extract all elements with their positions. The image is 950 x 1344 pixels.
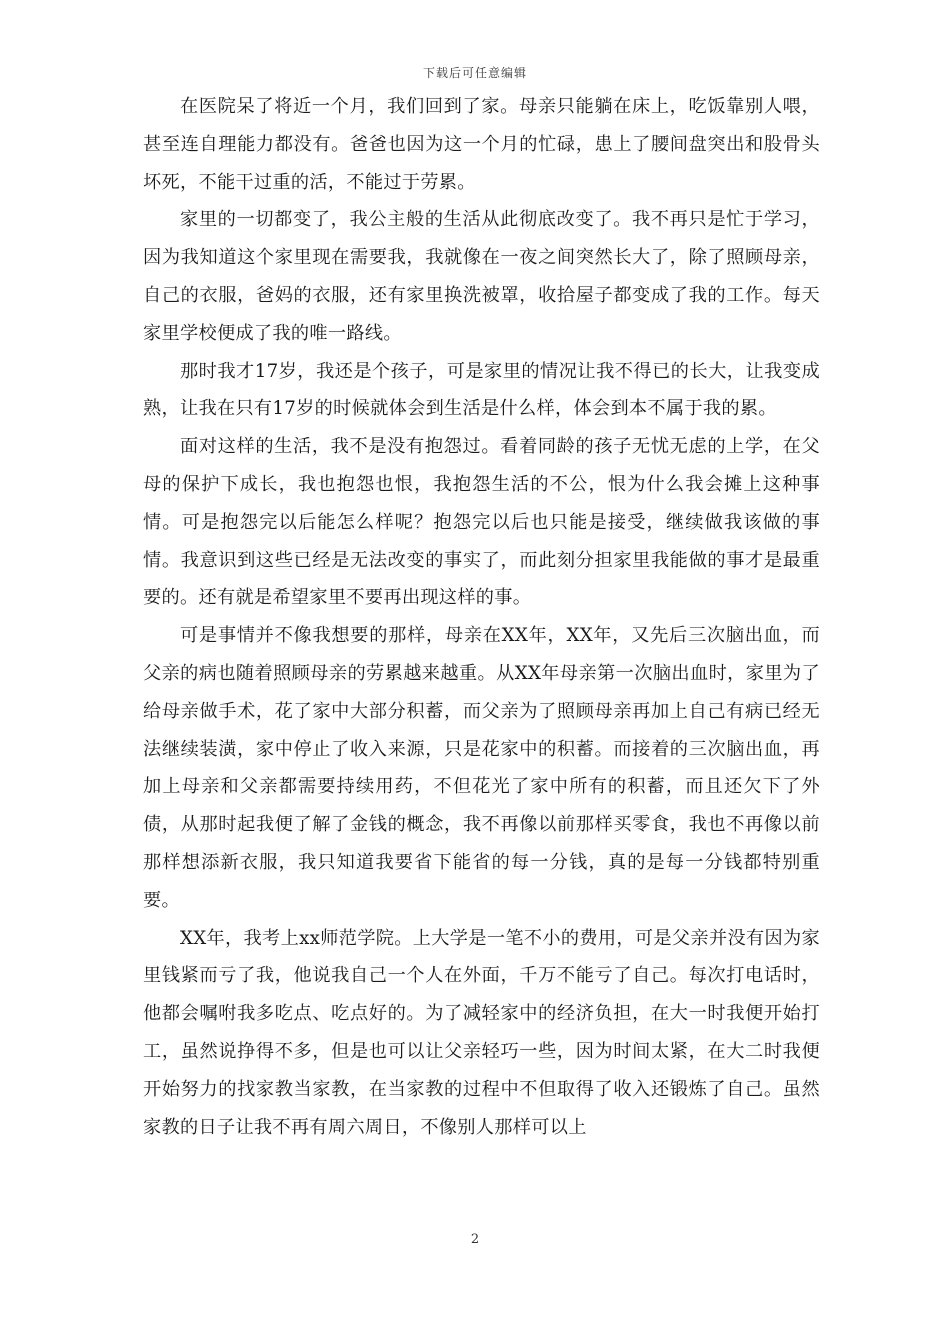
- document-body: [143, 88, 820, 1146]
- paragraph: 家里的一切都变了，我公主般的生活从此彻底改变了。我不再只是忙于学习，因为我知道这个家里现在需要我，我就像在一夜之间突然长大了，除了照顾母亲，自己的衣服，爸妈的衣服，还有家里换洗被罩，收拾屋子都变成了我的工作。每天家里学校便成了我的唯一路线。: [143, 209, 820, 344]
- paragraph: XX年，我考上xx师范学院。上大学是一笔不小的费用，可是父亲并没有因为家里钱紧而亏了我，他说我自己一个人在外面，千万不能亏了自己。每次打电话时，他都会嘱咐我多吃点、吃点好的。为了减轻家中的经济负担，在大一时我便开始打工，虽然说挣得不多，但是也可以让父亲轻巧一些，因为时间太紧，在大二时我便开始努力的找家教当家教，在当家教的过程中不但取得了收入还锻炼了自己。虽然家教的日子让我不再有周六周日，不像别人那样可以上: [143, 927, 820, 1138]
- paragraph: 那时我才17岁，我还是个孩子，可是家里的情况让我不得已的长大，让我变成熟，让我在只有17岁的时候就体会到生活是什么样，体会到本不属于我的累。: [143, 360, 820, 420]
- page-header: 下载后可任意编辑: [422, 66, 527, 80]
- paragraph: 在医院呆了将近一个月，我们回到了家。母亲只能躺在床上，吃饭靠别人喂，甚至连自理能力都没有。爸爸也因为这一个月的忙碌，患上了腰间盘突出和股骨头坏死，不能干过重的活，不能过于劳累。: [143, 96, 820, 193]
- page-number: 2: [470, 1232, 480, 1247]
- paragraph: 可是事情并不像我想要的那样，母亲在XX年，XX年，又先后三次脑出血，而父亲的病也随着照顾母亲的劳累越来越重。从XX年母亲第一次脑出血时，家里为了给母亲做手术，花了家中大部分积蓄，而父亲为了照顾母亲再加上自己有病已经无法继续装潢，家中停止了收入来源，只是花家中的积蓄。而接着的三次脑出血，再加上母亲和父亲都需要持续用药，不但花光了家中所有的积蓄，而且还欠下了外债，从那时起我便了解了金钱的概念，我不再像以前那样买零食，我也不再像以前那样想添新衣服，我只知道我要省下能省的每一分钱，真的是每一分钱都特别重要。: [143, 625, 820, 911]
- paragraph: 面对这样的生活，我不是没有抱怨过。看着同龄的孩子无忧无虑的上学，在父母的保护下成长，我也抱怨也恨，我抱怨生活的不公，恨为什么我会摊上这种事情。可是抱怨完以后能怎么样呢？抱怨完以后也只能是接受，继续做我该做的事情。我意识到这些已经是无法改变的事实了，而此刻分担家里我能做的事才是最重要的。还有就是希望家里不要再出现这样的事。: [143, 436, 820, 609]
